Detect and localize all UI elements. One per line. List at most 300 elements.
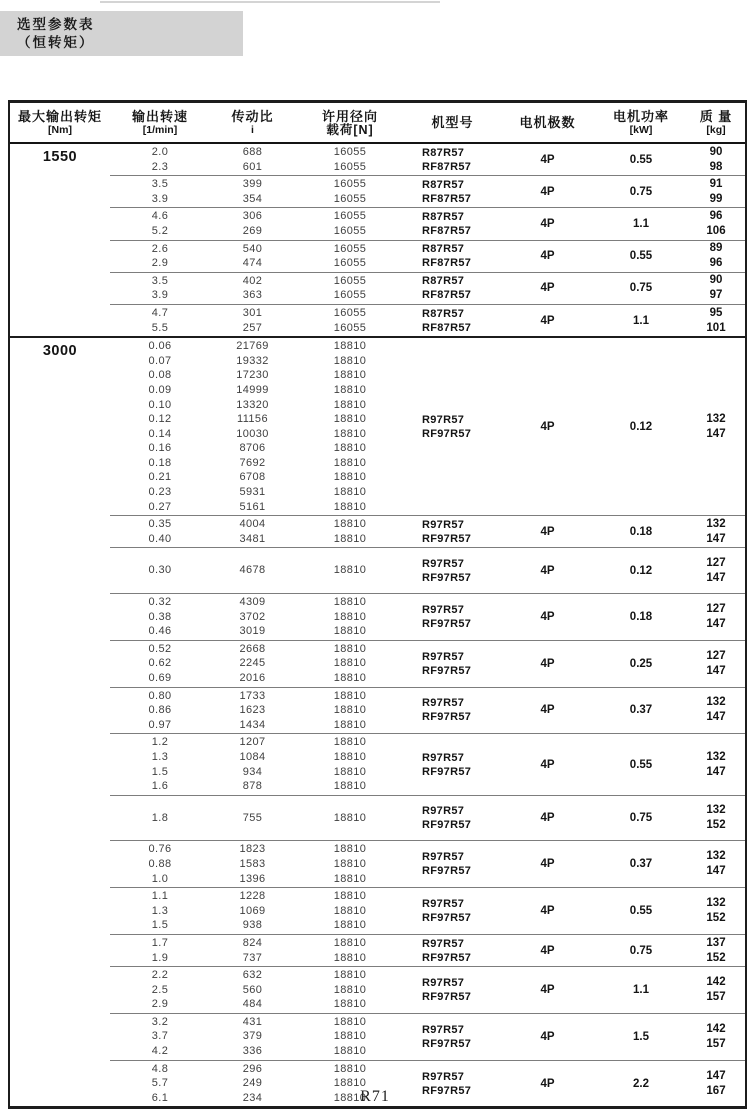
mass-cell bbox=[687, 145, 745, 175]
ratio-value: 1623 bbox=[239, 704, 266, 717]
radial-load-value: 16055 bbox=[333, 192, 367, 205]
row-group bbox=[110, 144, 745, 175]
output-speed-value: 0.08 bbox=[148, 369, 172, 382]
model-value: RF97R57 bbox=[422, 427, 472, 440]
poles-value: 4P bbox=[540, 944, 555, 957]
radial-load-value: 18810 bbox=[333, 969, 367, 982]
max-torque-value: 3000 bbox=[42, 343, 78, 360]
model-cell bbox=[405, 1023, 500, 1051]
ratio-value: 878 bbox=[242, 780, 263, 793]
model-cell bbox=[405, 897, 500, 925]
output-speed-value: 1.6 bbox=[151, 780, 169, 793]
power-value: 0.37 bbox=[629, 858, 653, 871]
output-speed-value: 0.09 bbox=[148, 383, 172, 396]
power-value: 1.5 bbox=[633, 1030, 649, 1043]
speed-ratio-load-rows bbox=[110, 594, 405, 640]
model-value: RF97R57 bbox=[422, 711, 472, 724]
speed-ratio-load-rows bbox=[110, 967, 405, 1013]
radial-load-value: 18810 bbox=[333, 736, 367, 749]
model-cell bbox=[405, 650, 500, 678]
radial-load-value: 18810 bbox=[333, 689, 367, 702]
model-value: RF97R57 bbox=[422, 912, 472, 925]
output-speed-value: 0.62 bbox=[148, 657, 172, 670]
output-speed-value: 3.9 bbox=[151, 289, 169, 302]
output-speed-value: 5.5 bbox=[151, 321, 169, 334]
model-value: R87R57 bbox=[422, 307, 465, 320]
radial-load-value: 18810 bbox=[333, 471, 367, 484]
mass-value: 101 bbox=[706, 321, 726, 334]
mass-value: 147 bbox=[706, 571, 726, 584]
model-value: R97R57 bbox=[422, 851, 465, 864]
page-subtitle: （恒转矩） bbox=[17, 35, 95, 50]
model-cell bbox=[405, 146, 500, 174]
row-group bbox=[110, 338, 745, 515]
power-value: 1.1 bbox=[633, 983, 649, 996]
ratio-value: 1207 bbox=[239, 736, 266, 749]
mass-value: 98 bbox=[709, 160, 723, 173]
radial-load-value: 18810 bbox=[333, 672, 367, 684]
mass-cell bbox=[687, 896, 745, 926]
output-speed-value: 2.6 bbox=[151, 242, 169, 255]
mass-value: 99 bbox=[709, 192, 723, 205]
radial-load-value: 18810 bbox=[333, 518, 367, 531]
mass-value: 90 bbox=[709, 145, 723, 158]
poles-value: 4P bbox=[540, 657, 555, 670]
poles-value: 4P bbox=[540, 983, 555, 996]
output-speed-value: 0.06 bbox=[148, 340, 172, 353]
mass-cell bbox=[687, 1022, 745, 1052]
output-speed-value: 0.69 bbox=[148, 672, 172, 684]
output-speed-value: 0.86 bbox=[148, 704, 172, 717]
model-cell bbox=[405, 210, 500, 238]
header-permissible-radial-load bbox=[295, 103, 405, 142]
output-speed-value: 4.7 bbox=[151, 306, 169, 319]
row-group bbox=[110, 733, 745, 794]
radial-load-value: 18810 bbox=[333, 983, 367, 996]
mass-cell bbox=[687, 936, 745, 966]
ratio-value: 1733 bbox=[239, 689, 266, 702]
mass-value: 147 bbox=[706, 532, 726, 545]
header-label: 输出转速 bbox=[131, 109, 188, 124]
poles-value: 4P bbox=[540, 704, 555, 717]
model-value: R87R57 bbox=[422, 178, 465, 191]
speed-ratio-load-rows bbox=[110, 208, 405, 239]
ratio-value: 17230 bbox=[236, 369, 269, 382]
model-value: RF87R57 bbox=[422, 289, 472, 302]
output-speed-value: 1.8 bbox=[151, 811, 169, 824]
ratio-value: 755 bbox=[242, 811, 263, 824]
radial-load-value: 18810 bbox=[333, 354, 367, 367]
ratio-value: 1069 bbox=[239, 904, 266, 917]
row-group bbox=[110, 795, 745, 841]
speed-ratio-load-rows bbox=[110, 688, 405, 734]
radial-load-value: 16055 bbox=[333, 178, 367, 191]
radial-load-value: 18810 bbox=[333, 919, 367, 932]
model-value: RF87R57 bbox=[422, 257, 472, 270]
mass-value: 91 bbox=[709, 177, 723, 190]
header-unit: i bbox=[251, 124, 254, 136]
model-value: R97R57 bbox=[422, 976, 465, 989]
mass-value: 132 bbox=[706, 750, 726, 763]
mass-value: 132 bbox=[706, 517, 726, 530]
ratio-value: 19332 bbox=[236, 354, 269, 367]
row-group bbox=[110, 547, 745, 593]
radial-load-value: 16055 bbox=[333, 242, 367, 255]
radial-load-value: 18810 bbox=[333, 904, 367, 917]
ratio-value: 354 bbox=[242, 192, 263, 205]
ratio-value: 6708 bbox=[239, 471, 266, 484]
radial-load-value: 16055 bbox=[333, 321, 367, 334]
radial-load-value: 16055 bbox=[333, 146, 367, 158]
radial-load-value: 16055 bbox=[333, 257, 367, 270]
model-value: RF87R57 bbox=[422, 321, 472, 334]
radial-load-value: 18810 bbox=[333, 564, 367, 577]
ratio-value: 7692 bbox=[239, 456, 266, 469]
mass-value: 127 bbox=[706, 602, 726, 615]
mass-value: 152 bbox=[706, 912, 726, 925]
header-label: 机型号 bbox=[431, 115, 474, 130]
radial-load-value: 18810 bbox=[333, 642, 367, 655]
speed-ratio-load-rows bbox=[110, 305, 405, 336]
radial-load-value: 16055 bbox=[333, 210, 367, 223]
model-cell bbox=[405, 178, 500, 206]
header-label: 传动比 bbox=[231, 109, 274, 124]
max-torque-value: 1550 bbox=[42, 149, 78, 165]
mass-value: 137 bbox=[706, 936, 726, 949]
output-speed-value: 1.3 bbox=[151, 904, 169, 917]
model-cell bbox=[405, 603, 500, 631]
poles-value: 4P bbox=[540, 314, 555, 327]
ratio-value: 431 bbox=[242, 1015, 263, 1028]
output-speed-value: 2.9 bbox=[151, 998, 169, 1011]
radial-load-value: 18810 bbox=[333, 532, 367, 545]
ratio-value: 934 bbox=[242, 765, 263, 778]
model-value: R87R57 bbox=[422, 146, 465, 159]
mass-cell bbox=[687, 975, 745, 1005]
ratio-value: 2668 bbox=[239, 642, 266, 655]
ratio-value: 737 bbox=[242, 951, 263, 964]
power-value: 0.55 bbox=[629, 905, 653, 918]
model-value: R97R57 bbox=[422, 650, 465, 663]
mass-cell bbox=[687, 177, 745, 207]
poles-value: 4P bbox=[540, 153, 555, 166]
header-unit: 载荷[N] bbox=[326, 123, 374, 137]
ratio-value: 301 bbox=[242, 306, 263, 319]
mass-cell bbox=[687, 695, 745, 725]
model-cell bbox=[405, 976, 500, 1004]
radial-load-value: 18810 bbox=[333, 500, 367, 513]
radial-load-value: 18810 bbox=[333, 657, 367, 670]
radial-load-value: 18810 bbox=[333, 780, 367, 793]
row-group bbox=[110, 840, 745, 887]
mass-value: 96 bbox=[709, 209, 723, 222]
model-value: RF97R57 bbox=[422, 617, 472, 630]
mass-cell bbox=[687, 803, 745, 833]
poles-value: 4P bbox=[540, 812, 555, 825]
output-speed-value: 1.9 bbox=[151, 951, 169, 964]
ratio-value: 269 bbox=[242, 224, 263, 237]
speed-ratio-load-rows bbox=[110, 548, 405, 593]
header-label: 电机极数 bbox=[519, 115, 576, 130]
output-speed-value: 0.12 bbox=[148, 413, 172, 426]
ratio-value: 824 bbox=[242, 936, 263, 949]
radial-load-value: 18810 bbox=[333, 811, 367, 824]
ratio-value: 402 bbox=[242, 274, 263, 287]
ratio-value: 3702 bbox=[239, 610, 266, 623]
table-section bbox=[10, 144, 745, 336]
poles-value: 4P bbox=[540, 858, 555, 871]
speed-ratio-load-rows bbox=[110, 796, 405, 841]
radial-load-value: 18810 bbox=[333, 765, 367, 778]
row-group bbox=[110, 687, 745, 734]
mass-value: 132 bbox=[706, 696, 726, 709]
output-speed-value: 0.40 bbox=[148, 532, 172, 545]
page-title-box bbox=[0, 11, 243, 56]
output-speed-value: 0.80 bbox=[148, 689, 172, 702]
radial-load-value: 18810 bbox=[333, 369, 367, 382]
output-speed-value: 2.9 bbox=[151, 257, 169, 270]
output-speed-value: 4.6 bbox=[151, 210, 169, 223]
speed-ratio-load-rows bbox=[110, 338, 405, 515]
row-group bbox=[110, 593, 745, 640]
page-number: R71 bbox=[360, 1088, 390, 1105]
power-value: 0.55 bbox=[629, 153, 653, 166]
header-max-output-torque bbox=[10, 103, 110, 142]
mass-value: 132 bbox=[706, 804, 726, 817]
power-value: 0.75 bbox=[629, 812, 653, 825]
ratio-value: 363 bbox=[242, 289, 263, 302]
output-speed-value: 0.52 bbox=[148, 642, 172, 655]
model-cell bbox=[405, 557, 500, 585]
model-value: RF97R57 bbox=[422, 1037, 472, 1050]
speed-ratio-load-rows bbox=[110, 888, 405, 934]
table-section bbox=[10, 336, 745, 1106]
ratio-value: 336 bbox=[242, 1045, 263, 1058]
output-speed-value: 3.9 bbox=[151, 192, 169, 205]
output-speed-value: 1.5 bbox=[151, 919, 169, 932]
mass-cell bbox=[687, 517, 745, 547]
mass-cell bbox=[687, 306, 745, 336]
ratio-value: 21769 bbox=[236, 340, 269, 353]
ratio-value: 3019 bbox=[239, 625, 266, 638]
model-value: R97R57 bbox=[422, 1070, 465, 1083]
radial-load-value: 16055 bbox=[333, 289, 367, 302]
output-speed-value: 0.46 bbox=[148, 625, 172, 638]
power-value: 0.37 bbox=[629, 704, 653, 717]
radial-load-value: 16055 bbox=[333, 274, 367, 287]
mass-value: 132 bbox=[706, 412, 726, 425]
ratio-value: 379 bbox=[242, 1030, 263, 1043]
header-transmission-ratio bbox=[210, 103, 295, 142]
ratio-value: 1583 bbox=[239, 857, 266, 870]
power-value: 0.75 bbox=[629, 185, 653, 198]
mass-value: 90 bbox=[709, 274, 723, 287]
power-value: 0.25 bbox=[629, 657, 653, 670]
ratio-value: 234 bbox=[242, 1091, 263, 1104]
speed-ratio-load-rows bbox=[110, 273, 405, 304]
output-speed-value: 0.18 bbox=[148, 456, 172, 469]
output-speed-value: 6.1 bbox=[151, 1091, 169, 1104]
radial-load-value: 18810 bbox=[333, 1062, 367, 1075]
ratio-value: 4678 bbox=[239, 564, 266, 577]
power-value: 0.18 bbox=[629, 525, 653, 538]
output-speed-value: 5.7 bbox=[151, 1077, 169, 1090]
mass-cell bbox=[687, 849, 745, 879]
row-group bbox=[110, 887, 745, 934]
mass-value: 147 bbox=[706, 617, 726, 630]
header-motor-power bbox=[595, 103, 687, 142]
table-header-row bbox=[10, 103, 745, 144]
radial-load-value: 18810 bbox=[333, 596, 367, 609]
output-speed-value: 0.88 bbox=[148, 857, 172, 870]
model-value: RF97R57 bbox=[422, 765, 472, 778]
ratio-value: 1228 bbox=[239, 890, 266, 903]
ratio-value: 257 bbox=[242, 321, 263, 334]
radial-load-value: 16055 bbox=[333, 224, 367, 237]
row-group bbox=[110, 272, 745, 304]
model-value: R97R57 bbox=[422, 898, 465, 911]
model-value: R97R57 bbox=[422, 603, 465, 616]
header-label: 最大输出转矩 bbox=[17, 109, 102, 124]
output-speed-value: 3.2 bbox=[151, 1015, 169, 1028]
model-cell bbox=[405, 850, 500, 878]
ratio-value: 560 bbox=[242, 983, 263, 996]
model-value: R97R57 bbox=[422, 557, 465, 570]
poles-value: 4P bbox=[540, 610, 555, 623]
ratio-value: 5931 bbox=[239, 486, 266, 499]
speed-ratio-load-rows bbox=[110, 734, 405, 794]
radial-load-value: 18810 bbox=[333, 610, 367, 623]
model-cell bbox=[405, 937, 500, 965]
power-value: 0.55 bbox=[629, 758, 653, 771]
mass-cell bbox=[687, 241, 745, 271]
model-value: R97R57 bbox=[422, 518, 465, 531]
radial-load-value: 16055 bbox=[333, 160, 367, 173]
row-group bbox=[110, 207, 745, 239]
output-speed-value: 2.0 bbox=[151, 146, 169, 158]
model-value: RF97R57 bbox=[422, 865, 472, 878]
speed-ratio-load-rows bbox=[110, 1014, 405, 1060]
output-speed-value: 4.8 bbox=[151, 1062, 169, 1075]
mass-value: 95 bbox=[709, 306, 723, 319]
mass-value: 152 bbox=[706, 951, 726, 964]
model-value: RF97R57 bbox=[422, 664, 472, 677]
ratio-value: 688 bbox=[242, 146, 263, 158]
radial-load-value: 18810 bbox=[333, 442, 367, 455]
output-speed-value: 1.3 bbox=[151, 750, 169, 763]
speed-ratio-load-rows bbox=[110, 841, 405, 887]
output-speed-value: 0.10 bbox=[148, 398, 172, 411]
model-value: R87R57 bbox=[422, 243, 465, 256]
header-motor-poles bbox=[500, 103, 595, 142]
radial-load-value: 18810 bbox=[333, 427, 367, 440]
output-speed-value: 2.5 bbox=[151, 983, 169, 996]
output-speed-value: 3.5 bbox=[151, 178, 169, 191]
output-speed-value: 0.76 bbox=[148, 843, 172, 856]
mass-value: 89 bbox=[709, 242, 723, 255]
header-label: 质 量 bbox=[699, 109, 733, 124]
power-value: 0.55 bbox=[629, 250, 653, 263]
output-speed-value: 5.2 bbox=[151, 224, 169, 237]
ratio-value: 484 bbox=[242, 998, 263, 1011]
output-speed-value: 1.2 bbox=[151, 736, 169, 749]
mass-value: 147 bbox=[706, 1069, 726, 1082]
row-group bbox=[110, 966, 745, 1013]
radial-load-value: 18810 bbox=[333, 383, 367, 396]
model-value: RF97R57 bbox=[422, 990, 472, 1003]
poles-value: 4P bbox=[540, 564, 555, 577]
speed-ratio-load-rows bbox=[110, 935, 405, 966]
radial-load-value: 18810 bbox=[333, 857, 367, 870]
header-mass bbox=[687, 103, 745, 142]
poles-value: 4P bbox=[540, 525, 555, 538]
ratio-value: 5161 bbox=[239, 500, 266, 513]
ratio-value: 10030 bbox=[236, 427, 269, 440]
output-speed-value: 0.32 bbox=[148, 596, 172, 609]
mass-cell bbox=[687, 750, 745, 780]
ratio-value: 632 bbox=[242, 969, 263, 982]
section-groups bbox=[110, 144, 745, 336]
mass-value: 147 bbox=[706, 765, 726, 778]
row-group bbox=[110, 175, 745, 207]
radial-load-value: 18810 bbox=[333, 1015, 367, 1028]
power-value: 0.12 bbox=[629, 420, 653, 433]
model-value: RF87R57 bbox=[422, 224, 472, 237]
speed-ratio-load-rows bbox=[110, 176, 405, 207]
header-output-speed bbox=[110, 103, 210, 142]
output-speed-value: 0.07 bbox=[148, 354, 172, 367]
power-value: 2.2 bbox=[633, 1077, 649, 1090]
radial-load-value: 18810 bbox=[333, 843, 367, 856]
mass-value: 147 bbox=[706, 711, 726, 724]
row-group bbox=[110, 1013, 745, 1060]
ratio-value: 2016 bbox=[239, 672, 266, 684]
speed-ratio-load-rows bbox=[110, 516, 405, 547]
radial-load-value: 18810 bbox=[333, 1045, 367, 1058]
ratio-value: 938 bbox=[242, 919, 263, 932]
output-speed-value: 0.30 bbox=[148, 564, 172, 577]
row-group bbox=[110, 304, 745, 336]
output-speed-value: 1.7 bbox=[151, 936, 169, 949]
output-speed-value: 1.5 bbox=[151, 765, 169, 778]
mass-value: 132 bbox=[706, 850, 726, 863]
ratio-value: 2245 bbox=[239, 657, 266, 670]
poles-value: 4P bbox=[540, 185, 555, 198]
ratio-value: 296 bbox=[242, 1062, 263, 1075]
header-unit: [1/min] bbox=[142, 124, 178, 136]
model-value: RF97R57 bbox=[422, 819, 472, 832]
ratio-value: 4309 bbox=[239, 596, 266, 609]
mass-value: 147 bbox=[706, 427, 726, 440]
output-speed-value: 0.14 bbox=[148, 427, 172, 440]
radial-load-value: 18810 bbox=[333, 718, 367, 731]
model-cell bbox=[405, 413, 500, 441]
ratio-value: 306 bbox=[242, 210, 263, 223]
speed-ratio-load-rows bbox=[110, 641, 405, 687]
mass-value: 97 bbox=[709, 289, 723, 302]
model-value: R97R57 bbox=[422, 697, 465, 710]
radial-load-value: 18810 bbox=[333, 1091, 367, 1104]
table-body bbox=[10, 144, 745, 1106]
output-speed-value: 0.27 bbox=[148, 500, 172, 513]
model-value: R87R57 bbox=[422, 275, 465, 288]
model-value: RF87R57 bbox=[422, 160, 472, 173]
ratio-value: 540 bbox=[242, 242, 263, 255]
model-value: R97R57 bbox=[422, 751, 465, 764]
mass-value: 142 bbox=[706, 975, 726, 988]
ratio-value: 1084 bbox=[239, 750, 266, 763]
mass-value: 152 bbox=[706, 819, 726, 832]
